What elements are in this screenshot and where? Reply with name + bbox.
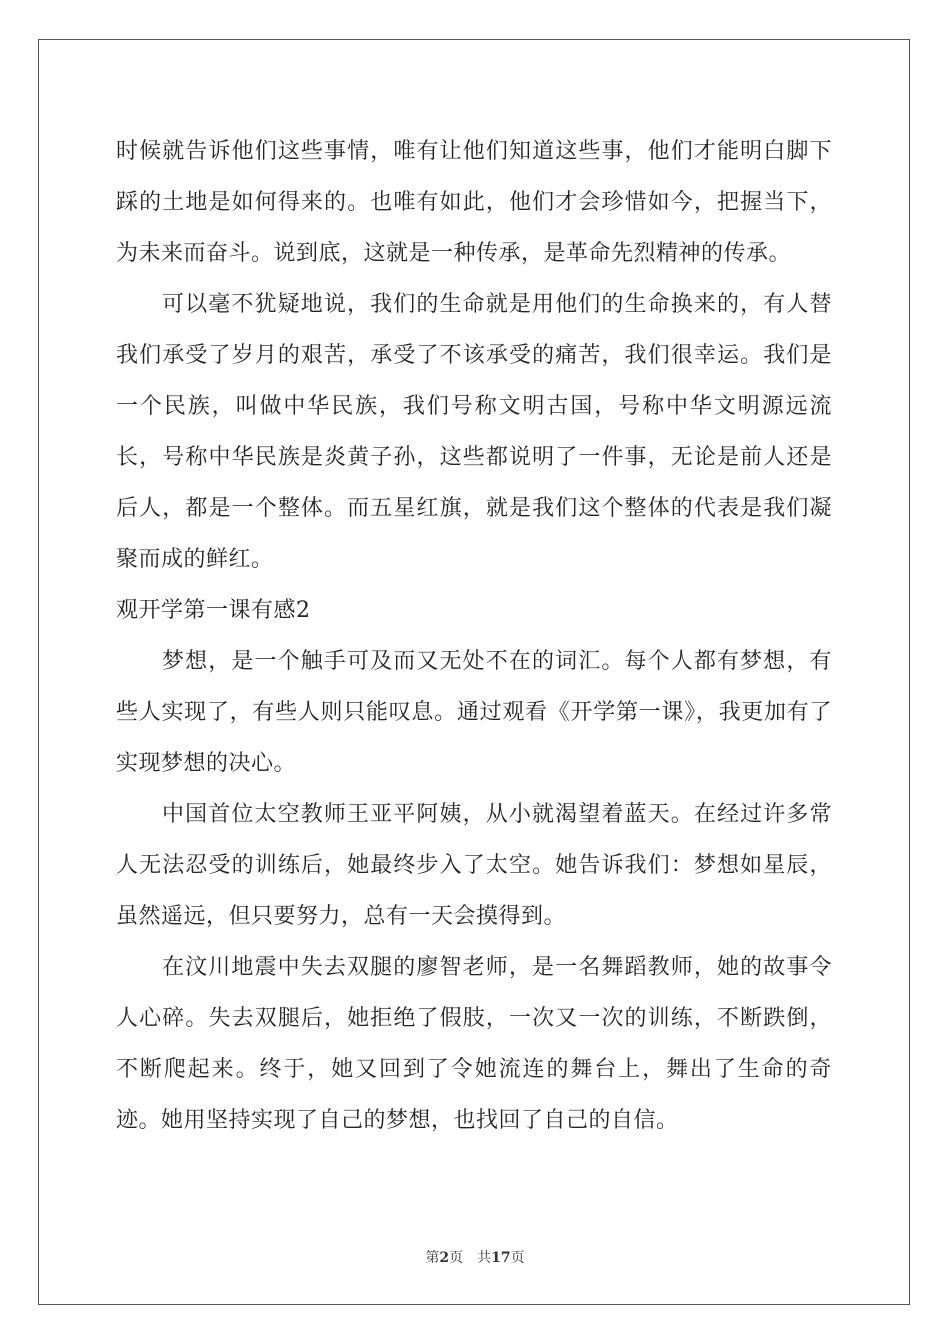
paragraph-continued: 时候就告诉他们这些事情，唯有让他们知道这些事，他们才能明白脚下踩的土地是如何得来的。也唯有如此，他们才会珍惜如今，把握当下，为未来而奋斗。说到底，这就是一种传承，是革命先烈精神的传承。: [116, 139, 832, 266]
page-prefix: 第: [425, 1250, 440, 1266]
total-suffix: 页: [510, 1250, 525, 1266]
page-suffix: 页: [449, 1250, 464, 1266]
paragraph-liao-zhi: 在汶川地震中失去双腿的廖智老师，是一名舞蹈教师，她的故事令人心碎。失去双腿后，她拒绝了假肢，一次又一次的训练，不断跌倒，不断爬起来。终于，她又回到了令她流连的舞台上，舞出了生命的奇迹。她用坚持实现了自己的梦想，也找回了自己的自信。: [116, 955, 832, 1133]
paragraph-lifetime: 可以毫不犹疑地说，我们的生命就是用他们的生命换来的，有人替我们承受了岁月的艰苦，承受了不该承受的痛苦，我们很幸运。我们是一个民族，叫做中华民族，我们号称文明古国，号称中华文明源远流长，号称中华民族是炎黄子孙，这些都说明了一件事，无论是前人还是后人，都是一个整体。而五星红旗，就是我们这个整体的代表是我们凝聚而成的鲜红。: [116, 292, 832, 572]
document-body: [116, 126, 832, 1146]
paragraph-wang-yaping: 中国首位太空教师王亚平阿姨，从小就渴望着蓝天。在经过许多常人无法忍受的训练后，她最终步入了太空。她告诉我们：梦想如星辰，虽然遥远，但只要努力，总有一天会摸得到。: [116, 802, 832, 929]
total-prefix: 共: [477, 1250, 492, 1266]
section-heading: 观开学第一课有感2: [116, 598, 311, 623]
page-footer: [0, 1247, 950, 1267]
page-number: 2: [439, 1250, 450, 1266]
total-pages: 17: [491, 1250, 511, 1266]
paragraph-dream: 梦想，是一个触手可及而又无处不在的词汇。每个人都有梦想，有些人实现了，有些人则只能叹息。通过观看《开学第一课》，我更加有了实现梦想的决心。: [116, 649, 832, 776]
